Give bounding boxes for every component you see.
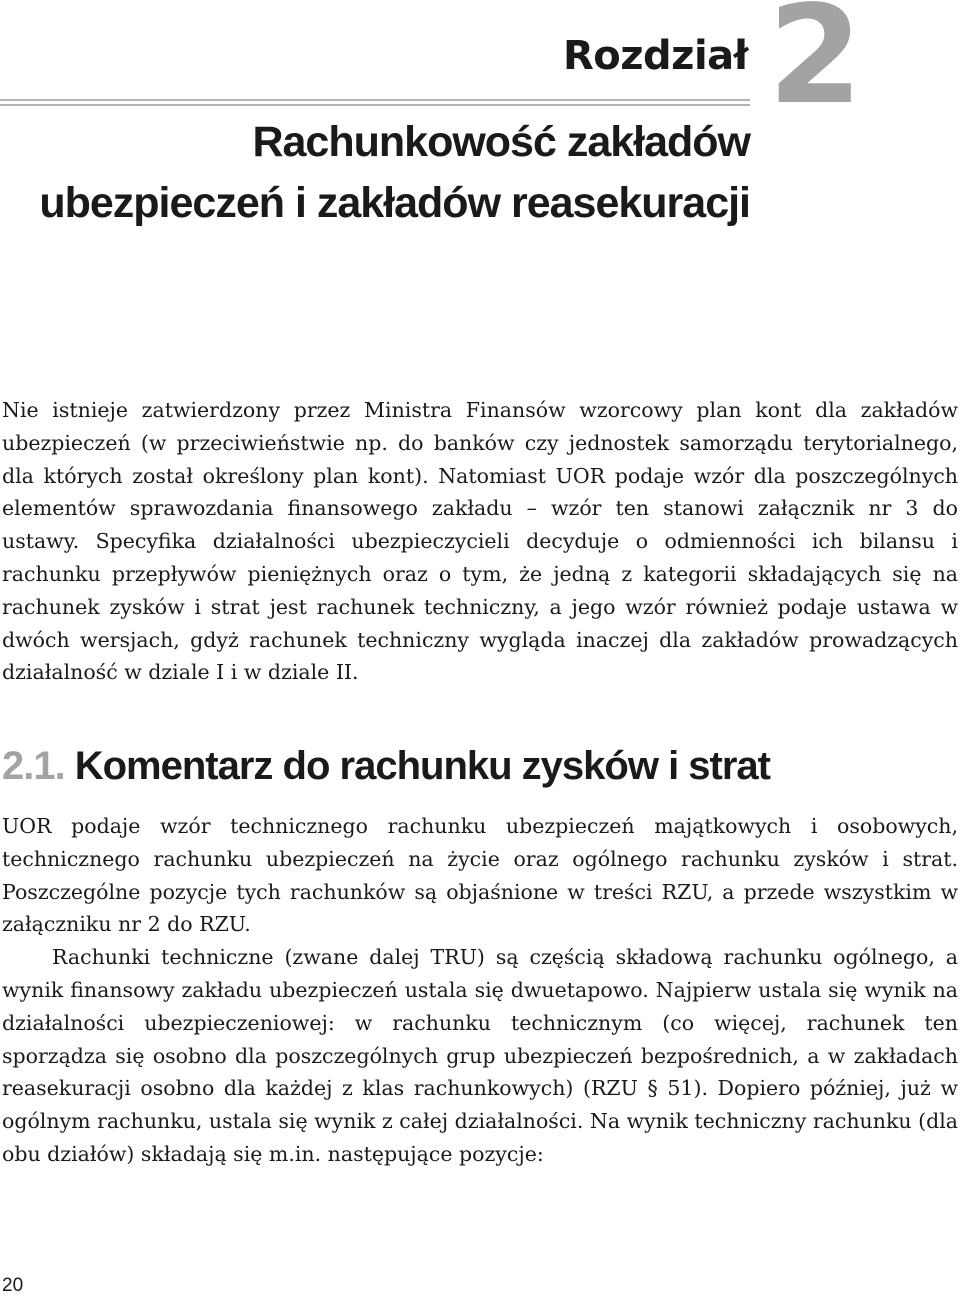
section-paragraph-1: UOR podaje wzór technicznego rachunku ubezpieczeń majątkowych i osobowych, technicznego rachunku ubezpieczeń na życie oraz ogólnego rachunku zysków i strat. Poszczególne pozycje tych rachunków są objaśnione w treści RZU, a przede wszystkim w załączniku nr 2 do RZU. <box>2 814 958 937</box>
header-rule-top <box>0 99 750 101</box>
chapter-number: 2 <box>768 0 859 135</box>
chapter-title-line-2: ubezpieczeń i zakładów reasekuracji <box>39 179 750 227</box>
chapter-label: Rozdział <box>562 33 748 79</box>
section-number: 2.1. <box>2 744 65 788</box>
chapter-title <box>0 112 750 234</box>
intro-paragraph: Nie istnieje zatwierdzony przez Ministra Finansów wzorcowy plan kont dla zakładów ubezpieczeń (w przeciwieństwie np. do banków czy jednostek samorządu terytorialnego, dla których został określony plan kont). Natomiast UOR podaje wzór dla poszczególnych elementów sprawozdania finansowego zakładu – wzór ten stanowi załącznik nr 3 do ustawy. Specyfika działalności ubezpieczycieli decyduje o odmienności ich bilansu i rachunku przepływów pieniężnych oraz o tym, że jedną z kategorii składających się na rachunek zysków i strat jest rachunek techniczny, a jego wzór również podaje ustawa w dwóch wersjach, gdyż rachunek techniczny wygląda inaczej dla zakładów prowadzących działalność w dziale I i w dziale II. <box>2 398 958 685</box>
section-heading <box>2 740 770 792</box>
page-number: 20 <box>2 1275 24 1296</box>
section-paragraph-2: Rachunki techniczne (zwane dalej TRU) są częścią składową rachunku ogólnego, a wynik finansowy zakładu ubezpieczeń ustala się dwuetapowo. Najpierw ustala się wynik na działalności ubezpieczeniowej: w rachunku technicznym (co więcej, rachunek ten sporządza się osobno dla poszczególnych grup ubezpieczeń bezpośrednich, a w zakładach reasekuracji osobno dla każdej z klas rachunkowych) (RZU § 51). Dopiero później, już w ogólnym rachunku, ustala się wynik z całej działalności. Na wynik techniczny rachunku (dla obu działów) składają się m.in. następujące pozycje: <box>2 945 958 1166</box>
section-title: Komentarz do rachunku zysków i strat <box>74 744 770 788</box>
section-body <box>2 810 958 1171</box>
chapter-title-line-1: Rachunkowość zakładów <box>252 118 750 166</box>
intro-text <box>2 394 958 689</box>
header-rule-bottom <box>0 104 750 106</box>
